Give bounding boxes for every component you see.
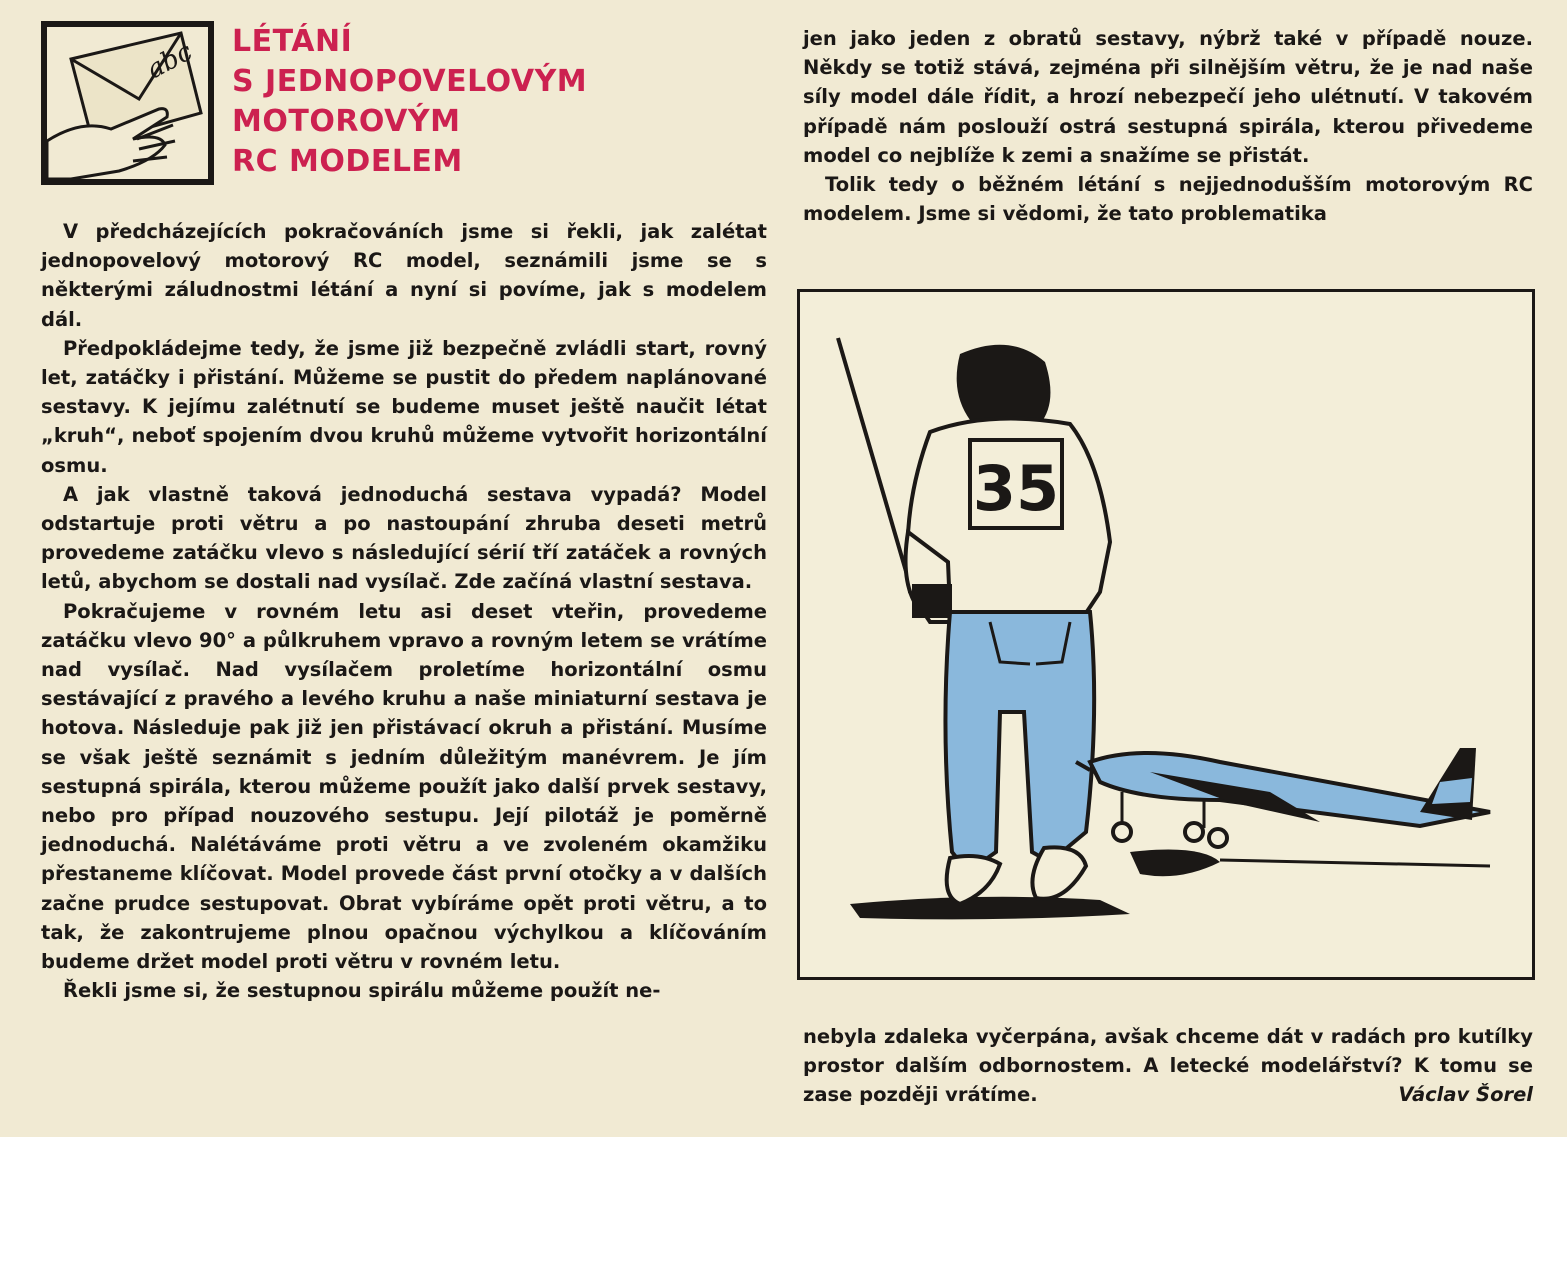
abc-logo [41,21,214,185]
abc-hand-envelope-icon [41,21,214,185]
title-line: RC MODELEM [232,144,463,179]
closing-text: nebyla zdaleka vyčerpána, avšak chceme dát v radách pro kutílky prostor dalším odbornostem. A letecké modelářství? K tomu se zase později vrátíme. [803,1025,1533,1107]
title-line: LÉTÁNÍ [232,24,353,59]
paragraph: Tolik tedy o běžném létání s nejjednodušším motorovým RC modelem. Jsme si vědomi, že tato problematika [803,173,1533,226]
paragraph: Pokračujeme v rovném letu asi deset vteřin, provedeme zatáčku vlevo 90° a půlkruhem vpravo a rovným letem se vrátíme nad vysílač. Nad vysílačem proletíme horizontální osmu sestávající z pravého a levého kruhu a naše miniaturní sestava je hotova. Následuje pak již jen přistávací okruh a přistání. Musíme se však ještě seznámit s jedním důležitým manévrem. Je jím sestupná spirála, kterou můžeme použít jako další prvek sestavy, nebo pro případ nouzového sestupu. Její pilotáž je poměrně jednoduchá. Nalétáváme proti větru a ve zvoleném okamžiku přestaneme klíčovat. Model provede část první otočky a v dalších začne prudce sestupovat. Obrat vybíráme opět proti větru, a to tak, že zakontrujeme plnou opačnou výchylkou a klíčováním budeme držet model proti větru v rovném letu. [41,599,767,974]
pilot-and-plane-drawing [800,292,1532,977]
left-column [41,217,767,1005]
paragraph: A jak vlastně taková jednoduchá sestava vypadá? Model odstartuje proti větru a po nastoupání zhruba deseti metrů provedeme zatáčku vlevo s následující sérií tří zatáček a rovných letů, abychom se dostali nad vysílač. Zde začíná vlastní sestava. [41,482,767,594]
title-line: MOTOROVÝM [232,104,461,139]
paragraph: Předpokládejme tedy, že jsme již bezpečně zvládli start, rovný let, zatáčky i přistání. Můžeme se pustit do předem naplánované sestavy. K jejímu zalétnutí se budeme muset ještě naučit létat „kruh“, neboť spojením dvou kruhů můžeme vytvořit horizontální osmu. [41,336,767,477]
title-line: S JEDNOPOVELOVÝM [232,64,588,99]
author-signature: Václav Šorel [1398,1083,1533,1107]
right-column-top [803,24,1533,228]
paragraph [803,1022,1533,1110]
article-title [232,22,587,182]
paragraph: Řekli jsme si, že sestupnou spirálu můžeme použít ne- [63,979,661,1003]
paragraph: jen jako jeden z obratů sestavy, nýbrž také v případě nouze. Někdy se totiž stává, zejména při silnějším větru, že je nad naše síly model dále řídit, a hrozí nebezpečí jeho ulétnutí. V takovém případě nám poslouží ostrá sestupná spirála, kterou přivedeme model co nejblíže k zemi a snažíme se přistát. [803,27,1533,167]
pilot-illustration [797,289,1535,980]
paragraph: V předcházejících pokračováních jsme si řekli, jak zalétat jednopovelový motorový RC model, seznámili jsme se s některými záludnostmi létání a nyní si povíme, jak s modelem dál. [41,220,767,331]
logo-text: abc [142,36,198,86]
bib-number: 35 [972,452,1060,525]
right-column-bottom [803,1022,1533,1110]
